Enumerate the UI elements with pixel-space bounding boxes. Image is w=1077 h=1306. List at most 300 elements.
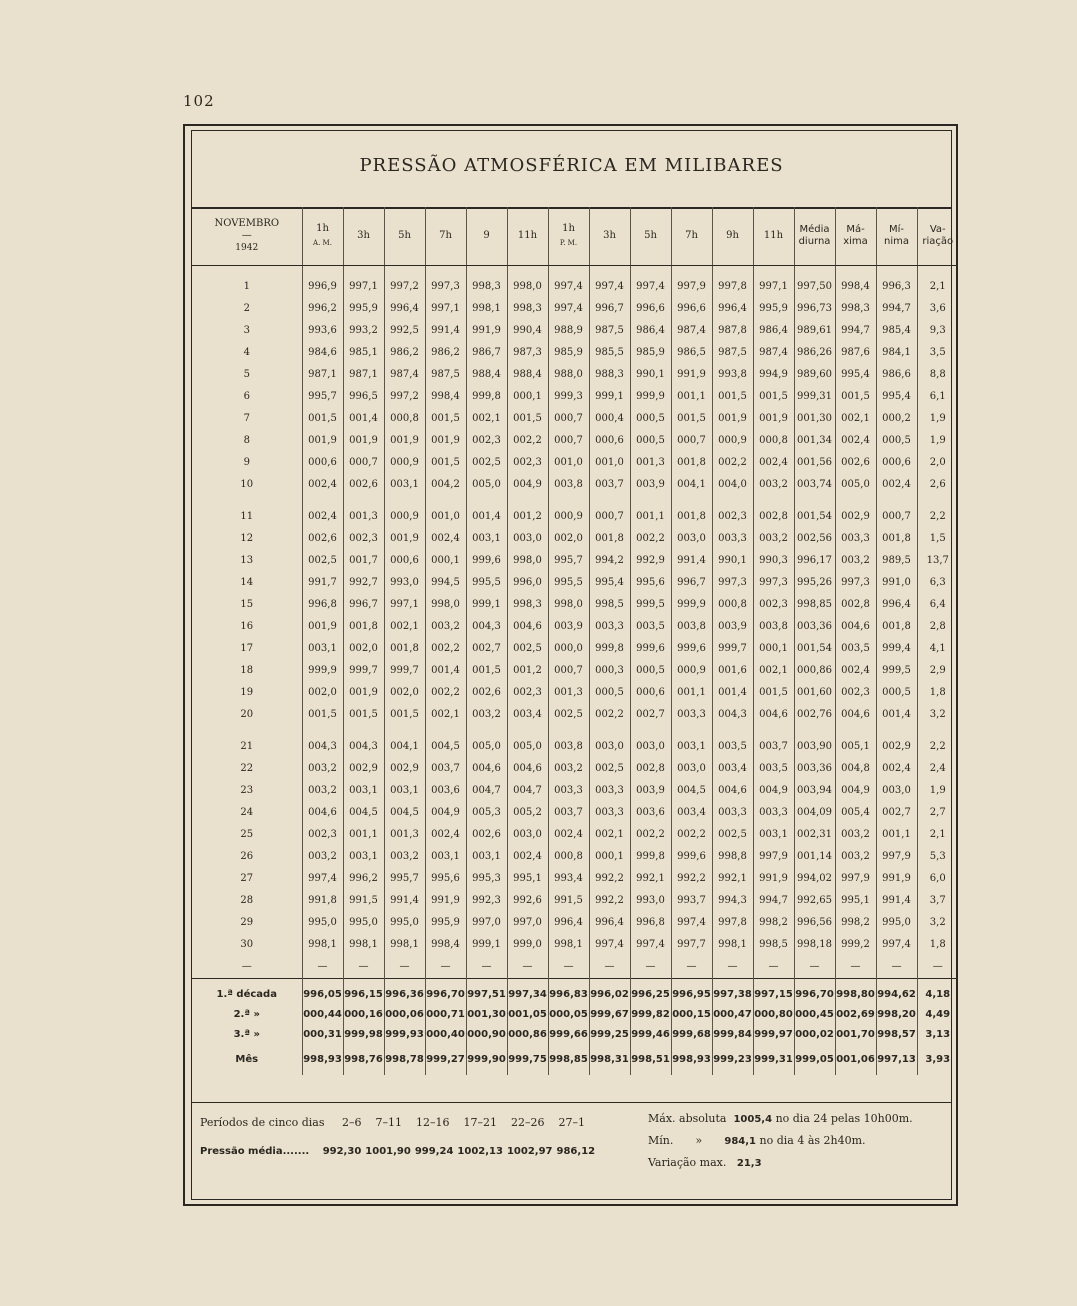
value-cell: 001,1 — [876, 824, 917, 846]
value-cell: 998,4 — [425, 934, 466, 956]
value-cell: 2,8 — [917, 616, 958, 638]
mean-pressure-values — [313, 1146, 595, 1157]
value-cell: 9,3 — [917, 320, 958, 342]
value-cell: 001,4 — [712, 682, 753, 704]
day-cell: 10 — [240, 479, 254, 490]
value-cell: 003,1 — [466, 846, 507, 868]
value-cell: 3,7 — [917, 890, 958, 912]
value-cell: 993,0 — [384, 572, 425, 594]
value-cell: 987,1 — [302, 364, 343, 386]
periods-row — [200, 1116, 585, 1129]
value-cell: — — [589, 956, 630, 979]
spacer-cell — [671, 266, 712, 277]
value-cell: 002,9 — [835, 506, 876, 528]
value-cell: 003,1 — [384, 474, 425, 496]
value-cell: 000,9 — [384, 452, 425, 474]
hour-header-line: 1h — [562, 223, 575, 234]
summary-value: 996,15 — [343, 985, 384, 1005]
value-cell: 996,7 — [671, 572, 712, 594]
value-cell: 997,4 — [302, 868, 343, 890]
value-cell: 998,3 — [507, 298, 548, 320]
summary-value: 999,97 — [753, 1025, 794, 1045]
value-cell: 995,3 — [466, 868, 507, 890]
value-cell: 001,9 — [302, 430, 343, 452]
value-cell: 003,4 — [671, 802, 712, 824]
value-cell: 002,8 — [835, 594, 876, 616]
hour-header-line: 11h — [763, 230, 784, 241]
value-cell: 004,5 — [425, 736, 466, 758]
day-cell: 4 — [243, 347, 250, 358]
value-cell: 002,0 — [384, 682, 425, 704]
value-cell: 996,8 — [302, 594, 343, 616]
table-row — [192, 506, 958, 528]
value-cell: 002,6 — [302, 528, 343, 550]
value-cell: 001,6 — [712, 660, 753, 682]
hour-header — [302, 207, 343, 266]
value-cell: 984,1 — [876, 342, 917, 364]
value-cell: 997,4 — [589, 276, 630, 298]
periods-list — [328, 1116, 585, 1129]
value-cell: 005,0 — [507, 736, 548, 758]
value-cell: 002,1 — [384, 616, 425, 638]
day-cell: 11 — [240, 511, 254, 522]
value-cell: 002,2 — [589, 704, 630, 726]
min-ditto: » — [695, 1134, 703, 1147]
value-cell: 001,4 — [343, 408, 384, 430]
decade-summary-row — [192, 985, 958, 1005]
spacer-cell — [712, 266, 753, 277]
value-cell: — — [302, 956, 343, 979]
table-title: PRESSÃO ATMOSFÉRICA EM MILIBARES — [359, 155, 784, 176]
value-cell: 986,2 — [384, 342, 425, 364]
value-cell: 000,86 — [794, 660, 835, 682]
value-cell: 002,31 — [794, 824, 835, 846]
value-cell: 001,5 — [384, 704, 425, 726]
spacer-cell — [302, 266, 343, 277]
value-cell: 997,4 — [548, 298, 589, 320]
hour-header-line: 7h — [685, 230, 698, 241]
period-mean: 1002,13 — [457, 1146, 503, 1157]
day-cell: — — [241, 961, 252, 972]
value-cell: 001,2 — [507, 506, 548, 528]
value-cell: 004,7 — [466, 780, 507, 802]
value-cell: 003,5 — [630, 616, 671, 638]
value-cell: 996,73 — [794, 298, 835, 320]
value-cell: 999,0 — [507, 934, 548, 956]
value-cell: 997,1 — [753, 276, 794, 298]
value-cell: 999,5 — [630, 594, 671, 616]
value-cell: — — [630, 956, 671, 979]
value-cell: 003,4 — [507, 704, 548, 726]
value-cell: 001,9 — [343, 682, 384, 704]
value-cell: 998,3 — [835, 298, 876, 320]
value-cell: 003,0 — [507, 824, 548, 846]
value-cell: 001,1 — [671, 682, 712, 704]
value-cell: 004,9 — [425, 802, 466, 824]
value-cell: 996,4 — [712, 298, 753, 320]
hour-header — [425, 207, 466, 266]
value-cell: 995,9 — [343, 298, 384, 320]
table-row — [192, 474, 958, 496]
hour-header-line: A. M. — [313, 239, 332, 247]
value-cell: 002,56 — [794, 528, 835, 550]
minima-header-line: nima — [884, 236, 909, 247]
value-cell: 993,7 — [671, 890, 712, 912]
value-cell: 001,5 — [425, 452, 466, 474]
value-cell: — — [548, 956, 589, 979]
summary-value: 998,93 — [671, 1045, 712, 1075]
day-cell: 1 — [243, 281, 250, 292]
value-cell: 000,8 — [548, 846, 589, 868]
day-cell: 7 — [243, 413, 250, 424]
value-cell: 000,9 — [548, 506, 589, 528]
value-cell: — — [343, 956, 384, 979]
value-cell: 995,0 — [343, 912, 384, 934]
value-cell: 999,4 — [876, 638, 917, 660]
value-cell: 995,6 — [425, 868, 466, 890]
period-range: 12–16 — [415, 1116, 450, 1129]
hour-header-line: 1h — [316, 223, 329, 234]
value-cell: 000,5 — [589, 682, 630, 704]
value-cell: 001,34 — [794, 430, 835, 452]
value-cell: 6,0 — [917, 868, 958, 890]
value-cell: 001,3 — [343, 506, 384, 528]
summary-label: Mês — [235, 1054, 259, 1065]
value-cell: — — [671, 956, 712, 979]
value-cell: 002,2 — [630, 824, 671, 846]
summary-value: 999,93 — [384, 1025, 425, 1045]
value-cell: 997,4 — [876, 934, 917, 956]
value-cell: 004,6 — [835, 704, 876, 726]
table-row — [192, 452, 958, 474]
spacer-cell — [917, 266, 958, 277]
summary-value: 000,40 — [425, 1025, 466, 1045]
summary-value: 000,45 — [794, 1005, 835, 1025]
value-cell: 997,9 — [753, 846, 794, 868]
summary-value: 999,67 — [589, 1005, 630, 1025]
period-range: 17–21 — [463, 1116, 497, 1129]
max-absolute-text: no dia 24 pelas 10h00m. — [775, 1112, 913, 1125]
value-cell: 004,3 — [302, 736, 343, 758]
value-cell: 985,9 — [548, 342, 589, 364]
value-cell: 987,8 — [712, 320, 753, 342]
value-cell: 004,3 — [343, 736, 384, 758]
spacer-cell — [876, 726, 917, 736]
value-cell: — — [753, 956, 794, 979]
value-cell: 001,30 — [794, 408, 835, 430]
value-cell: 989,60 — [794, 364, 835, 386]
summary-value: 000,15 — [671, 1005, 712, 1025]
value-cell: 001,9 — [425, 430, 466, 452]
value-cell: 995,0 — [302, 912, 343, 934]
hour-header — [589, 207, 630, 266]
value-cell: 003,6 — [630, 802, 671, 824]
hour-header — [343, 207, 384, 266]
value-cell: 999,6 — [671, 846, 712, 868]
spacer-cell — [712, 496, 753, 506]
value-cell: 1,9 — [917, 780, 958, 802]
variacao-header-line: riação — [922, 236, 954, 247]
value-cell: 994,9 — [753, 364, 794, 386]
value-cell: 999,3 — [548, 386, 589, 408]
hour-header-line: 9 — [483, 230, 490, 241]
value-cell: 993,0 — [630, 890, 671, 912]
spacer-cell — [507, 496, 548, 506]
summary-value: 001,06 — [835, 1045, 876, 1075]
value-cell: 996,5 — [343, 386, 384, 408]
value-cell: 995,4 — [876, 386, 917, 408]
value-cell: 002,4 — [548, 824, 589, 846]
value-cell: 2,6 — [917, 474, 958, 496]
value-cell: 001,9 — [712, 408, 753, 430]
value-cell: 997,3 — [712, 572, 753, 594]
value-cell: 999,9 — [630, 386, 671, 408]
max-absolute-label: Máx. absoluta — [648, 1112, 727, 1125]
value-cell: 001,2 — [507, 660, 548, 682]
spacer-cell — [753, 496, 794, 506]
value-cell: 997,1 — [343, 276, 384, 298]
value-cell: 004,9 — [507, 474, 548, 496]
value-cell: 002,6 — [343, 474, 384, 496]
value-cell: 005,2 — [507, 802, 548, 824]
value-cell: 995,7 — [384, 868, 425, 890]
summary-value: 999,05 — [794, 1045, 835, 1075]
hour-header-line: 11h — [517, 230, 538, 241]
summary-value: 997,38 — [712, 985, 753, 1005]
value-cell: 003,36 — [794, 758, 835, 780]
table-row — [192, 298, 958, 320]
day-cell: 28 — [240, 895, 254, 906]
value-cell: 987,1 — [343, 364, 384, 386]
media-header-line: Média — [799, 224, 830, 235]
value-cell: 002,9 — [876, 736, 917, 758]
day-cell: 15 — [240, 599, 254, 610]
value-cell: 997,1 — [384, 594, 425, 616]
summary-value: 000,71 — [425, 1005, 466, 1025]
value-cell: 001,5 — [712, 386, 753, 408]
value-cell: 000,6 — [876, 452, 917, 474]
period-range: 2–6 — [341, 1116, 362, 1129]
summary-value: 999,98 — [343, 1025, 384, 1045]
value-cell: 993,4 — [548, 868, 589, 890]
value-cell: 002,4 — [302, 506, 343, 528]
value-cell: 988,0 — [548, 364, 589, 386]
value-cell: 995,1 — [507, 868, 548, 890]
spacer-cell — [384, 266, 425, 277]
value-cell: 996,4 — [384, 298, 425, 320]
value-cell: 992,5 — [384, 320, 425, 342]
value-cell: 004,6 — [507, 616, 548, 638]
value-cell: 997,2 — [384, 386, 425, 408]
value-cell: 000,9 — [671, 660, 712, 682]
decade-summary-row — [192, 1005, 958, 1025]
value-cell: 001,9 — [302, 616, 343, 638]
value-cell: 987,3 — [507, 342, 548, 364]
value-cell: 004,6 — [753, 704, 794, 726]
value-cell: 2,7 — [917, 802, 958, 824]
spacer-cell — [548, 266, 589, 277]
value-cell: 003,5 — [835, 638, 876, 660]
value-cell: 000,0 — [548, 638, 589, 660]
spacer-cell — [466, 266, 507, 277]
value-cell: 001,5 — [425, 408, 466, 430]
value-cell: 002,1 — [425, 704, 466, 726]
value-cell: 001,8 — [589, 528, 630, 550]
value-cell: 998,5 — [589, 594, 630, 616]
value-cell: 001,0 — [548, 452, 589, 474]
value-cell: 986,7 — [466, 342, 507, 364]
value-cell: 003,36 — [794, 616, 835, 638]
value-cell: 991,4 — [876, 890, 917, 912]
table-row — [192, 276, 958, 298]
table-row — [192, 802, 958, 824]
value-cell: 001,8 — [343, 616, 384, 638]
value-cell: 990,3 — [753, 550, 794, 572]
value-cell: 003,5 — [712, 736, 753, 758]
value-cell: 001,5 — [507, 408, 548, 430]
value-cell: 003,2 — [753, 474, 794, 496]
value-cell: 002,4 — [876, 758, 917, 780]
value-cell: 003,3 — [548, 780, 589, 802]
value-cell: 005,3 — [466, 802, 507, 824]
value-cell: 991,9 — [466, 320, 507, 342]
value-cell: 988,3 — [589, 364, 630, 386]
pressure-table — [192, 207, 958, 1075]
table-row — [192, 594, 958, 616]
value-cell: 000,5 — [876, 430, 917, 452]
value-cell: 001,5 — [343, 704, 384, 726]
value-cell: 003,0 — [507, 528, 548, 550]
summary-value: 001,30 — [466, 1005, 507, 1025]
value-cell: 000,4 — [589, 408, 630, 430]
value-cell: 986,4 — [753, 320, 794, 342]
value-cell: 995,9 — [753, 298, 794, 320]
value-cell: 986,5 — [671, 342, 712, 364]
value-cell: 003,3 — [589, 780, 630, 802]
spacer-cell — [876, 496, 917, 506]
value-cell: 989,5 — [876, 550, 917, 572]
value-cell: 003,9 — [630, 780, 671, 802]
value-cell: 001,5 — [302, 704, 343, 726]
value-cell: 000,5 — [630, 408, 671, 430]
value-cell: 003,7 — [425, 758, 466, 780]
value-cell: 1,8 — [917, 934, 958, 956]
min-row — [648, 1134, 866, 1147]
spacer-cell — [917, 496, 958, 506]
summary-value: 000,06 — [384, 1005, 425, 1025]
value-cell: 001,8 — [384, 638, 425, 660]
value-cell: 999,1 — [466, 934, 507, 956]
spacer-cell — [671, 496, 712, 506]
value-cell: 003,90 — [794, 736, 835, 758]
summary-value: 999,84 — [712, 1025, 753, 1045]
value-cell: 4,1 — [917, 638, 958, 660]
day-cell: 13 — [240, 555, 254, 566]
value-cell: 003,2 — [302, 758, 343, 780]
value-cell: 000,3 — [589, 660, 630, 682]
spacer-cell — [425, 266, 466, 277]
value-cell: — — [712, 956, 753, 979]
value-cell: 999,1 — [466, 594, 507, 616]
month-dash: — — [241, 230, 252, 241]
value-cell: 985,5 — [589, 342, 630, 364]
value-cell: 996,4 — [548, 912, 589, 934]
min-value: 984,1 — [724, 1136, 757, 1147]
summary-value: 999,90 — [466, 1045, 507, 1075]
day-cell: 2 — [243, 303, 250, 314]
value-cell: 003,2 — [425, 616, 466, 638]
value-cell: 003,2 — [466, 704, 507, 726]
value-cell: 998,8 — [712, 846, 753, 868]
value-cell: 001,1 — [343, 824, 384, 846]
summary-value: 997,15 — [753, 985, 794, 1005]
day-cell: 29 — [240, 917, 254, 928]
value-cell: 986,4 — [630, 320, 671, 342]
value-cell: 000,1 — [507, 386, 548, 408]
spacer-cell — [753, 266, 794, 277]
spacer-cell — [589, 266, 630, 277]
value-cell: — — [466, 956, 507, 979]
summary-value: 999,82 — [630, 1005, 671, 1025]
value-cell: 998,2 — [753, 912, 794, 934]
value-cell: 004,6 — [507, 758, 548, 780]
mean-pressure-label: Pressão média....... — [200, 1146, 310, 1157]
value-cell: — — [835, 956, 876, 979]
table-row — [192, 736, 958, 758]
day-cell: 27 — [240, 873, 254, 884]
value-cell: 995,0 — [876, 912, 917, 934]
value-cell: 002,8 — [753, 506, 794, 528]
value-cell: 003,1 — [466, 528, 507, 550]
variacao-header — [917, 207, 958, 266]
value-cell: 001,5 — [671, 408, 712, 430]
value-cell: 998,0 — [425, 594, 466, 616]
summary-value: 999,75 — [507, 1045, 548, 1075]
value-cell: 002,3 — [343, 528, 384, 550]
value-cell: 003,8 — [548, 736, 589, 758]
value-cell: 003,3 — [753, 802, 794, 824]
value-cell: 004,5 — [343, 802, 384, 824]
value-cell: 002,6 — [466, 682, 507, 704]
value-cell: 988,4 — [507, 364, 548, 386]
value-cell: 996,3 — [876, 276, 917, 298]
value-cell: 003,9 — [712, 616, 753, 638]
value-cell: 995,5 — [548, 572, 589, 594]
hour-header-line: 7h — [439, 230, 452, 241]
hour-header — [753, 207, 794, 266]
value-cell: 997,8 — [712, 276, 753, 298]
decade-summary-row — [192, 1025, 958, 1045]
value-cell: 002,6 — [835, 452, 876, 474]
hour-header-line: 3h — [603, 230, 616, 241]
media-header — [794, 207, 835, 266]
summary-value: 4,49 — [917, 1005, 958, 1025]
value-cell: 003,2 — [753, 528, 794, 550]
value-cell: 003,2 — [835, 550, 876, 572]
value-cell: 998,1 — [343, 934, 384, 956]
value-cell: 998,2 — [835, 912, 876, 934]
value-cell: 003,3 — [712, 802, 753, 824]
value-cell: 001,3 — [384, 824, 425, 846]
hour-header-line: 9h — [726, 230, 739, 241]
value-cell: 002,8 — [630, 758, 671, 780]
value-cell: 003,3 — [589, 802, 630, 824]
value-cell: 001,9 — [384, 528, 425, 550]
value-cell: 002,1 — [589, 824, 630, 846]
value-cell: 003,0 — [630, 736, 671, 758]
value-cell: 995,9 — [425, 912, 466, 934]
value-cell: 002,5 — [507, 638, 548, 660]
